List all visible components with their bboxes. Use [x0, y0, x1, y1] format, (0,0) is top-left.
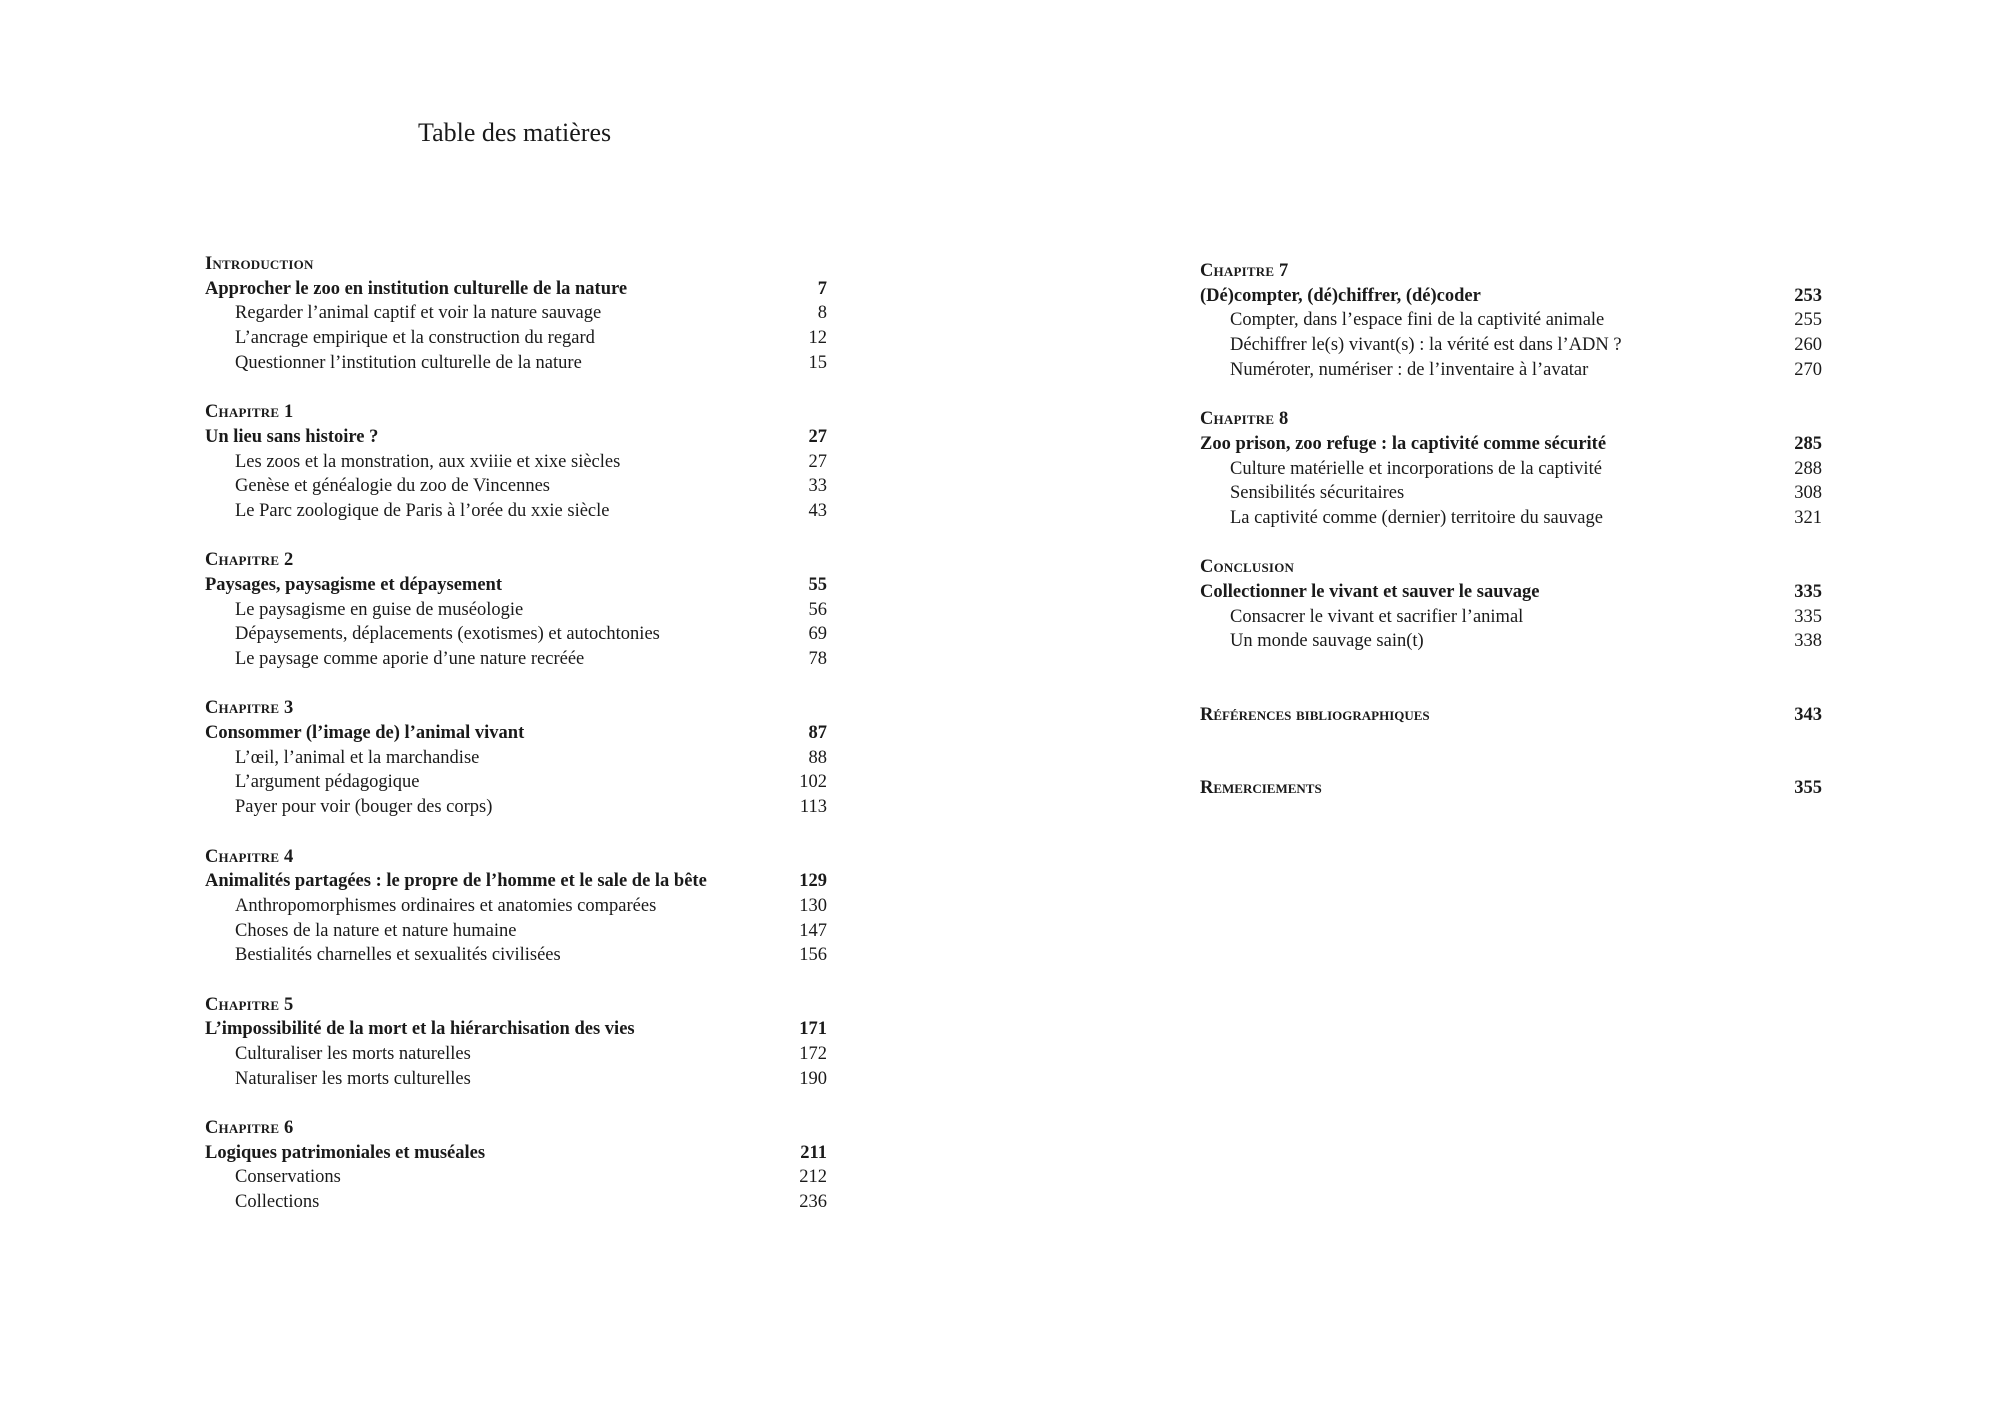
- spacer: [1200, 679, 1822, 703]
- subsection-entry-title: Numéroter, numériser : de l’inventaire à l’avatar: [1230, 359, 1589, 380]
- subsection-entry: [1200, 358, 1822, 383]
- subsection-entry-page-number: 255: [1794, 310, 1822, 331]
- subsection-entry: [205, 894, 827, 919]
- subsection-entry-title: Genèse et généalogie du zoo de Vincennes: [235, 476, 550, 497]
- subsection-entry-title: Payer pour voir (bouger des corps): [235, 797, 493, 818]
- subsection-entry-page-number: 27: [808, 451, 827, 472]
- subsection-entry-page-number: 321: [1794, 507, 1822, 528]
- section-heading: [1200, 432, 1822, 457]
- subsection-entry: [205, 1165, 827, 1190]
- subsection-entry-title: Culture matérielle et incorporations de la captivité: [1230, 458, 1602, 479]
- subsection-entry: [205, 622, 827, 647]
- subsection-entry: [205, 943, 827, 968]
- section-label: Chapitre 1: [205, 402, 294, 423]
- toc-section: [205, 1116, 827, 1215]
- section-label: Chapitre 3: [205, 698, 294, 719]
- subsection-entry-title: Collections: [235, 1192, 320, 1213]
- toc-left-column: [205, 252, 827, 1240]
- back-matter-entry: [1200, 703, 1822, 728]
- subsection-entry: [205, 474, 827, 499]
- toc-section: [1200, 555, 1822, 654]
- section-heading-page-number: 171: [799, 1019, 827, 1040]
- section-heading-page-number: 87: [808, 723, 827, 744]
- toc-section: [1200, 259, 1822, 382]
- subsection-entry: [1200, 481, 1822, 506]
- subsection-entry: [205, 450, 827, 475]
- subsection-entry: [205, 1190, 827, 1215]
- subsection-entry-title: Les zoos et la monstration, aux xviiie et xixe siècles: [235, 451, 621, 472]
- subsection-entry-page-number: 212: [799, 1167, 827, 1188]
- section-heading-page-number: 55: [808, 574, 827, 595]
- subsection-entry: [205, 301, 827, 326]
- subsection-entry-page-number: 78: [808, 649, 827, 669]
- subsection-entry-title: La captivité comme (dernier) territoire du sauvage: [1230, 507, 1603, 528]
- subsection-entry: [1200, 506, 1822, 531]
- section-heading-page-number: 211: [800, 1142, 827, 1163]
- subsection-entry-title: Anthropomorphismes ordinaires et anatomies comparées: [235, 895, 657, 916]
- section-heading-page-number: 7: [817, 278, 827, 299]
- subsection-entry-title: Consacrer le vivant et sacrifier l’animal: [1230, 606, 1524, 627]
- subsection-entry-page-number: 88: [808, 747, 827, 768]
- subsection-entry: [205, 598, 827, 623]
- section-heading-page-number: 285: [1794, 433, 1822, 454]
- section-heading: [205, 1141, 827, 1166]
- subsection-entry: [205, 351, 827, 376]
- subsection-entry-page-number: 172: [799, 1044, 827, 1064]
- section-heading: [205, 721, 827, 746]
- subsection-entry-page-number: 102: [799, 772, 827, 793]
- subsection-entry-title: Le Parc zoologique de Paris à l’orée du xxie siècle: [235, 500, 610, 521]
- toc-right-column: [1200, 259, 1822, 801]
- section-heading-title: Consommer (l’image de) l’animal vivant: [205, 723, 525, 744]
- section-heading-title: Animalités partagées : le propre de l’homme et le sale de la bête: [205, 871, 707, 892]
- subsection-entry-page-number: 335: [1794, 606, 1822, 627]
- subsection-entry: [1200, 308, 1822, 333]
- section-label: Introduction: [205, 254, 314, 274]
- section-heading: [1200, 580, 1822, 605]
- section-heading-title: Approcher le zoo en institution culturelle de la nature: [205, 278, 628, 299]
- subsection-entry: [1200, 629, 1822, 654]
- subsection-entry-page-number: 288: [1794, 458, 1822, 479]
- subsection-entry: [205, 647, 827, 672]
- section-heading: [205, 277, 827, 302]
- toc-section: [205, 696, 827, 819]
- subsection-entry-title: Regarder l’animal captif et voir la nature sauvage: [235, 303, 602, 324]
- toc-section: [205, 400, 827, 523]
- spacer: [1200, 727, 1822, 776]
- subsection-entry-page-number: 12: [808, 328, 827, 349]
- subsection-entry-page-number: 15: [808, 352, 827, 373]
- section-heading-title: Collectionner le vivant et sauver le sauvage: [1200, 581, 1540, 602]
- subsection-entry-title: L’ancrage empirique et la construction du regard: [235, 328, 595, 349]
- subsection-entry-title: Questionner l’institution culturelle de la nature: [235, 352, 582, 373]
- subsection-entry-title: Déchiffrer le(s) vivant(s) : la vérité est dans l’ADN ?: [1230, 335, 1622, 356]
- section-label: Chapitre 4: [205, 846, 294, 867]
- subsection-entry-title: Bestialités charnelles et sexualités civilisées: [235, 945, 561, 966]
- subsection-entry-page-number: 190: [799, 1068, 827, 1089]
- subsection-entry: [205, 1042, 827, 1067]
- section-heading-page-number: 335: [1794, 581, 1822, 602]
- subsection-entry-title: Dépaysements, déplacements (exotismes) et autochtonies: [235, 624, 660, 645]
- subsection-entry: [205, 326, 827, 351]
- subsection-entry-page-number: 43: [808, 500, 827, 521]
- subsection-entry-title: Sensibilités sécuritaires: [1230, 483, 1405, 504]
- subsection-entry-title: Naturaliser les morts culturelles: [235, 1068, 471, 1089]
- subsection-entry-page-number: 33: [808, 476, 827, 497]
- subsection-entry-page-number: 338: [1794, 631, 1822, 652]
- section-heading-title: (Dé)compter, (dé)chiffrer, (dé)coder: [1200, 285, 1481, 306]
- section-heading-page-number: 129: [799, 871, 827, 892]
- subsection-entry-page-number: 8: [817, 303, 827, 324]
- subsection-entry-page-number: 113: [799, 797, 827, 818]
- section-heading-title: Logiques patrimoniales et muséales: [205, 1142, 486, 1163]
- subsection-entry: [1200, 605, 1822, 630]
- subsection-entry-page-number: 147: [799, 920, 827, 941]
- subsection-entry: [205, 919, 827, 944]
- subsection-entry: [205, 770, 827, 795]
- section-heading-title: Zoo prison, zoo refuge : la captivité comme sécurité: [1200, 433, 1607, 454]
- subsection-entry: [205, 1067, 827, 1092]
- toc-section: [205, 252, 827, 375]
- toc-section: [205, 548, 827, 671]
- section-heading: [205, 573, 827, 598]
- subsection-entry-title: Le paysage comme aporie d’une nature recréée: [235, 649, 585, 669]
- section-heading-page-number: 253: [1794, 285, 1822, 306]
- section-heading: [205, 869, 827, 894]
- subsection-entry-title: Conservations: [235, 1167, 341, 1188]
- subsection-entry-page-number: 270: [1794, 359, 1822, 380]
- subsection-entry: [205, 746, 827, 771]
- section-label: Chapitre 5: [205, 994, 294, 1015]
- subsection-entry-page-number: 130: [799, 895, 827, 916]
- subsection-entry: [205, 795, 827, 820]
- section-heading-title: Un lieu sans histoire ?: [205, 426, 379, 447]
- section-heading: [205, 1017, 827, 1042]
- back-matter-entry-page-number: 343: [1794, 704, 1822, 725]
- section-heading-title: L’impossibilité de la mort et la hiérarchisation des vies: [205, 1019, 635, 1040]
- subsection-entry-title: Choses de la nature et nature humaine: [235, 920, 517, 941]
- back-matter-entry: [1200, 776, 1822, 801]
- page-title: Table des matières: [418, 118, 612, 147]
- section-label: Chapitre 2: [205, 550, 294, 571]
- section-label: Chapitre 8: [1200, 409, 1289, 430]
- subsection-entry-page-number: 69: [808, 624, 827, 645]
- subsection-entry-title: Culturaliser les morts naturelles: [235, 1044, 471, 1064]
- subsection-entry-title: L’œil, l’animal et la marchandise: [235, 747, 480, 768]
- section-label: Conclusion: [1200, 557, 1295, 578]
- section-heading-title: Paysages, paysagisme et dépaysement: [205, 574, 503, 595]
- subsection-entry-title: Compter, dans l’espace fini de la captivité animale: [1230, 310, 1605, 331]
- subsection-entry-title: Le paysagisme en guise de muséologie: [235, 599, 524, 620]
- section-label: Chapitre 7: [1200, 261, 1289, 281]
- subsection-entry-title: L’argument pédagogique: [235, 772, 420, 793]
- section-heading: [1200, 284, 1822, 309]
- back-matter-entry-title: Références bibliographiques: [1200, 704, 1430, 725]
- back-matter-entry-title: Remerciements: [1200, 778, 1322, 799]
- section-heading-page-number: 27: [808, 426, 827, 447]
- subsection-entry-title: Un monde sauvage sain(t): [1230, 631, 1424, 652]
- subsection-entry-page-number: 260: [1794, 335, 1822, 356]
- subsection-entry: [1200, 333, 1822, 358]
- toc-section: [205, 845, 827, 968]
- subsection-entry: [1200, 457, 1822, 482]
- section-label: Chapitre 6: [205, 1118, 294, 1139]
- subsection-entry-page-number: 308: [1794, 483, 1822, 504]
- section-heading: [205, 425, 827, 450]
- subsection-entry-page-number: 56: [808, 599, 827, 620]
- back-matter-entry-page-number: 355: [1794, 778, 1822, 799]
- subsection-entry-page-number: 236: [799, 1192, 827, 1213]
- toc-section: [1200, 407, 1822, 530]
- toc-section: [205, 993, 827, 1092]
- subsection-entry-page-number: 156: [799, 945, 827, 966]
- subsection-entry: [205, 499, 827, 524]
